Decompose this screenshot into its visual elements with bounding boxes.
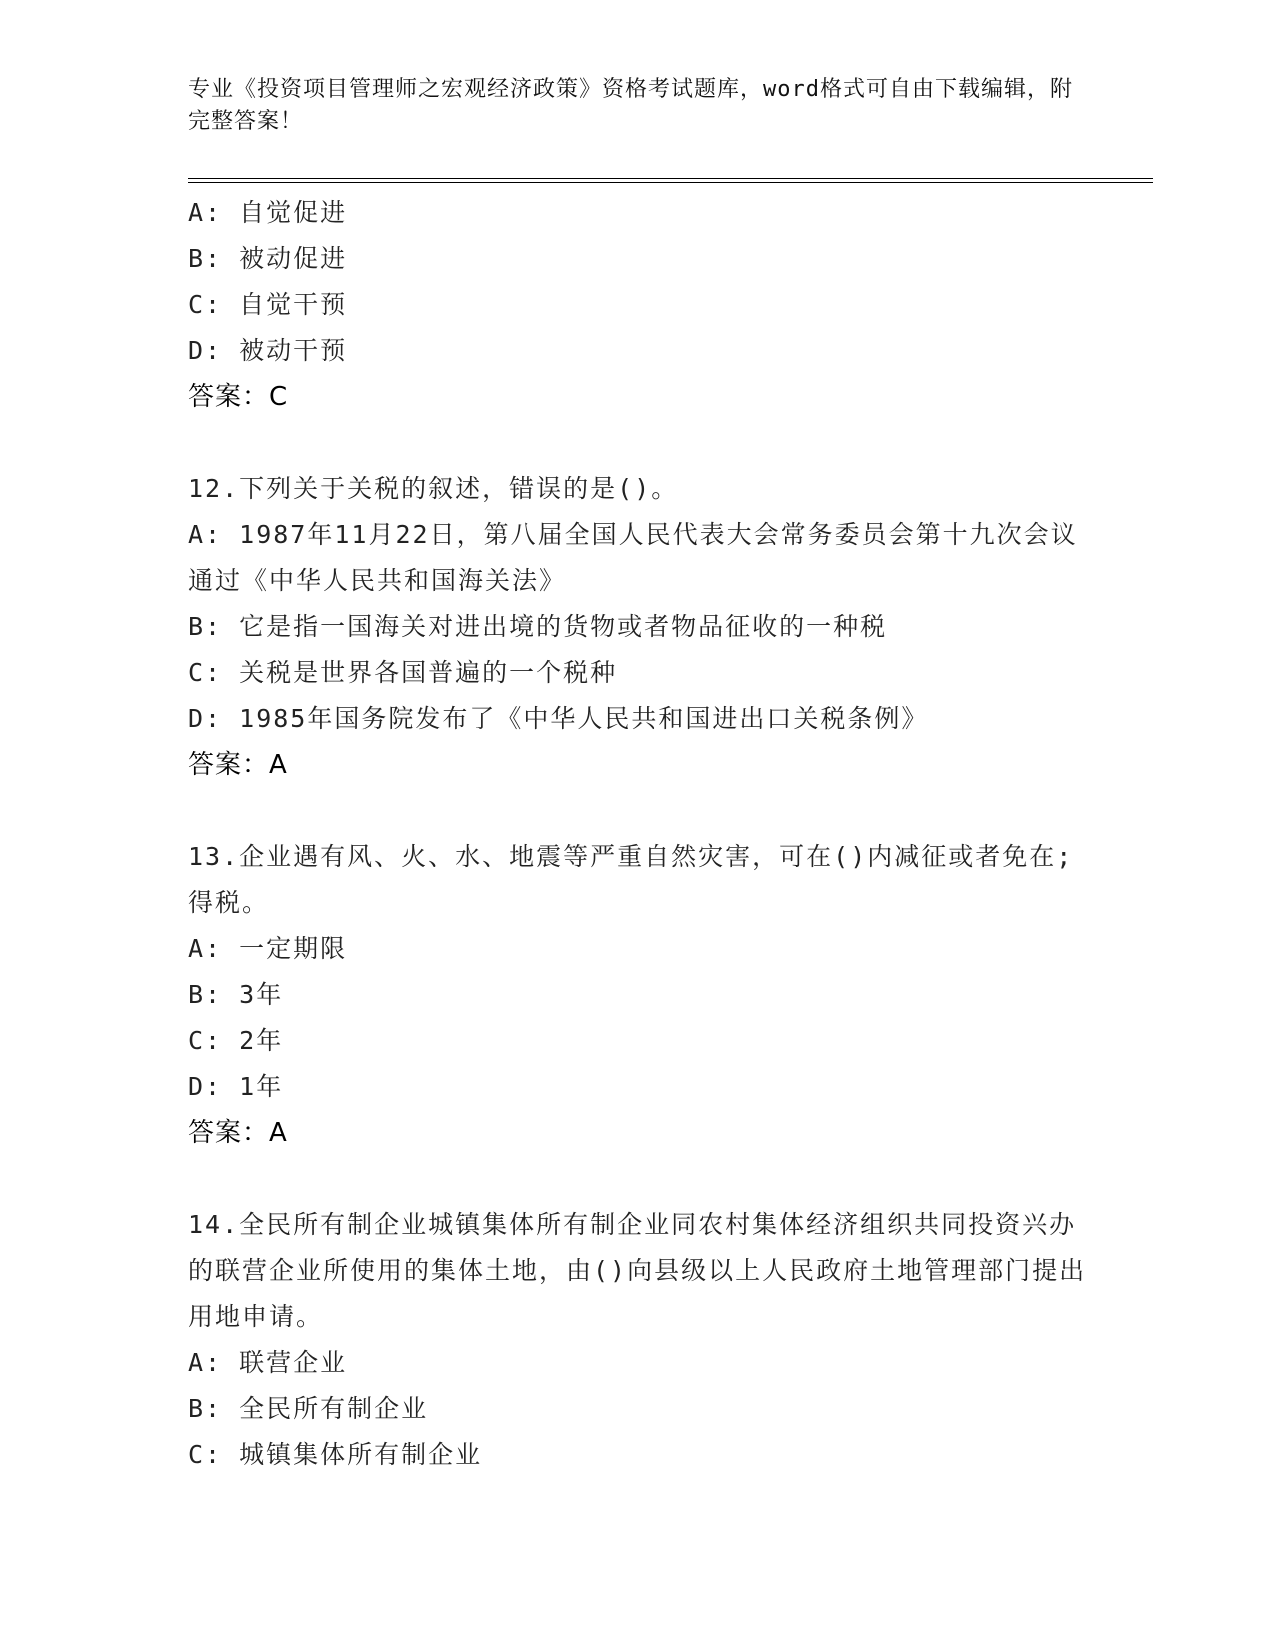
question-11 — [188, 190, 1088, 420]
option-a: A: 自觉促进 — [188, 198, 348, 227]
question-stem: 13.企业遇有风、火、水、地震等严重自然灾害，可在()内减征或者免在;得税。 — [188, 842, 1074, 917]
spacer — [188, 420, 1088, 466]
option-a: A: 1987年11月22日，第八届全国人民代表大会常务委员会第十九次会议通过《中华人民共和国海关法》 — [188, 520, 1078, 595]
question-12 — [188, 466, 1088, 788]
option-b: B: 它是指一国海关对进出境的货物或者物品征收的一种税 — [188, 612, 888, 641]
option-d: D: 1985年国务院发布了《中华人民共和国进出口关税条例》 — [188, 704, 929, 733]
option-c: C: 2年 — [188, 1026, 284, 1055]
option-b: B: 全民所有制企业 — [188, 1394, 429, 1423]
document-header — [188, 74, 1088, 138]
header-divider-top — [188, 178, 1153, 179]
option-a: A: 一定期限 — [188, 934, 348, 963]
answer-line: 答案：C — [188, 382, 289, 412]
header-intro: 专业《投资项目管理师之宏观经济政策》资格考试题库，word格式可自由下载编辑，附完整答案！ — [188, 77, 1073, 134]
spacer — [188, 788, 1088, 834]
question-13 — [188, 834, 1088, 1156]
option-d: D: 1年 — [188, 1072, 284, 1101]
option-b: B: 3年 — [188, 980, 284, 1009]
question-stem: 12.下列关于关税的叙述，错误的是()。 — [188, 474, 679, 503]
answer-line: 答案：A — [188, 1118, 288, 1148]
option-b: B: 被动促进 — [188, 244, 348, 273]
answer-line: 答案：A — [188, 750, 288, 780]
option-c: C: 关税是世界各国普遍的一个税种 — [188, 658, 618, 687]
spacer — [188, 1156, 1088, 1202]
question-stem: 14.全民所有制企业城镇集体所有制企业同农村集体经济组织共同投资兴办的联营企业所使用的集体土地，由()向县级以上人民政府土地管理部门提出用地申请。 — [188, 1210, 1087, 1331]
option-c: C: 自觉干预 — [188, 290, 348, 319]
option-d: D: 被动干预 — [188, 336, 348, 365]
header-divider-bottom — [188, 182, 1153, 183]
option-a: A: 联营企业 — [188, 1348, 348, 1377]
question-list — [188, 190, 1088, 1478]
option-c: C: 城镇集体所有制企业 — [188, 1440, 483, 1469]
question-14 — [188, 1202, 1088, 1478]
